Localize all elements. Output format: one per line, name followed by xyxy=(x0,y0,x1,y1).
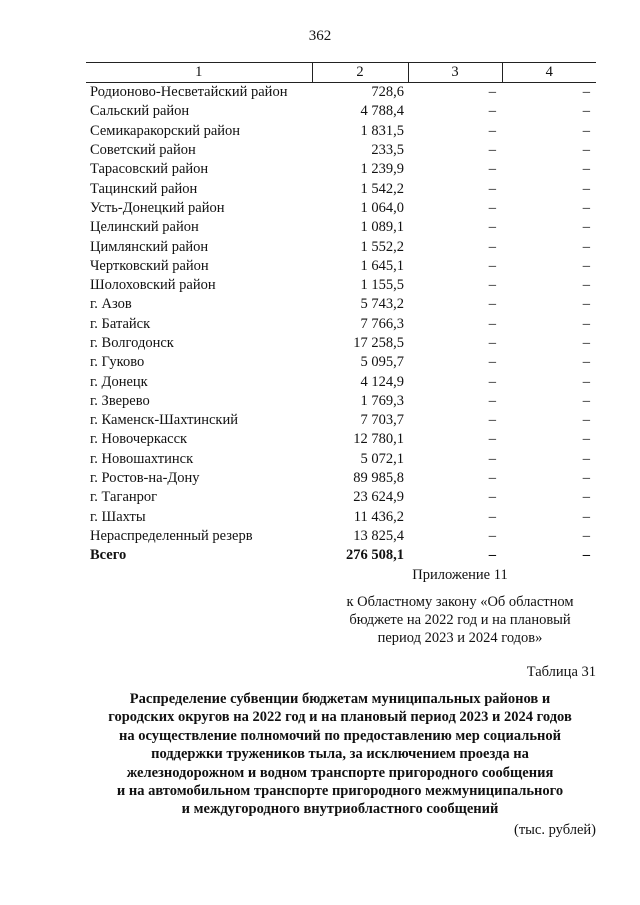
row-value: 276 508,1 xyxy=(346,547,404,564)
table-label: Таблица 31 xyxy=(526,664,596,680)
row-value: 13 825,4 xyxy=(353,527,404,544)
page-number: 362 xyxy=(308,28,332,44)
row-value: 11 436,2 xyxy=(353,508,404,525)
row-value: 4 124,9 xyxy=(360,373,404,390)
appendix-title: Приложение 11 xyxy=(412,567,508,583)
row-col4: – xyxy=(582,527,590,544)
row-col3: – xyxy=(488,354,496,371)
row-col3: – xyxy=(488,238,496,255)
row-col3: – xyxy=(488,277,496,294)
row-col3: – xyxy=(488,84,496,101)
row-col4: – xyxy=(582,122,590,139)
table-row xyxy=(86,488,596,507)
heading-line: поддержки тружеников тыла, за исключением проезда на xyxy=(151,746,529,763)
row-value: 23 624,9 xyxy=(353,489,404,506)
row-name: г. Таганрог xyxy=(90,489,158,506)
row-value: 1 064,0 xyxy=(360,199,404,216)
row-col4: – xyxy=(582,180,590,197)
row-value: 1 769,3 xyxy=(360,392,404,409)
table-row xyxy=(86,237,596,256)
appendix-reference-line: период 2023 и 2024 годов» xyxy=(377,630,543,646)
heading-line: на осуществление полномочий по предоставлению мер социальной xyxy=(119,727,561,744)
row-col3: – xyxy=(488,489,496,506)
column-header-1: 1 xyxy=(86,63,312,83)
row-col4: – xyxy=(582,277,590,294)
table-row xyxy=(86,160,596,179)
row-name: г. Волгодонск xyxy=(90,335,174,351)
row-col4: – xyxy=(582,103,590,120)
table-row xyxy=(86,315,596,334)
row-col3: – xyxy=(488,296,496,313)
row-value: 1 542,2 xyxy=(360,180,404,197)
table-row xyxy=(86,508,596,527)
column-header-4: 4 xyxy=(502,63,596,83)
row-value: 1 645,1 xyxy=(360,257,404,274)
row-col4: – xyxy=(582,84,590,101)
table-row xyxy=(86,411,596,430)
row-col4: – xyxy=(582,238,590,255)
row-value: 1 155,5 xyxy=(360,277,404,294)
table-row xyxy=(86,102,596,121)
heading-line: железнодорожном и водном транспорте пригородного сообщения xyxy=(126,764,554,781)
table-header-row xyxy=(86,63,596,83)
row-name: Советский район xyxy=(90,142,196,159)
row-value: 12 780,1 xyxy=(353,431,404,448)
row-name: г. Каменск-Шахтинский xyxy=(90,412,238,429)
row-name: г. Ростов-на-Дону xyxy=(90,470,200,487)
row-col3: – xyxy=(488,412,496,429)
row-col4: – xyxy=(582,547,590,564)
table-heading xyxy=(70,690,610,819)
row-value: 4 788,4 xyxy=(360,103,404,120)
row-col4: – xyxy=(582,373,590,390)
table-row xyxy=(86,179,596,198)
table-row xyxy=(86,141,596,160)
table-row xyxy=(86,353,596,372)
row-value: 7 703,7 xyxy=(360,412,404,429)
column-header-2: 2 xyxy=(312,63,408,83)
row-value: 5 072,1 xyxy=(360,450,404,467)
units-note: (тыс. рублей) xyxy=(514,822,596,838)
table-row xyxy=(86,450,596,469)
appendix-reference xyxy=(320,593,600,647)
row-name: г. Зверево xyxy=(90,392,150,409)
row-col4: – xyxy=(582,508,590,525)
row-col3: – xyxy=(488,122,496,139)
row-value: 728,6 xyxy=(371,84,404,101)
row-col3: – xyxy=(488,431,496,448)
row-name: г. Гуково xyxy=(90,354,145,371)
table-row xyxy=(86,392,596,411)
row-col3: – xyxy=(488,180,496,197)
row-name: Нераспределенный резерв xyxy=(90,527,253,544)
row-col4: – xyxy=(582,335,590,351)
row-col4: – xyxy=(582,161,590,178)
row-col3: – xyxy=(488,103,496,120)
row-value: 5 095,7 xyxy=(360,354,404,371)
row-col4: – xyxy=(582,489,590,506)
table-row xyxy=(86,199,596,218)
row-name: г. Батайск xyxy=(90,315,151,332)
heading-line: городских округов на 2022 год и на плановый период 2023 и 2024 годов xyxy=(108,709,572,726)
row-value: 1 089,1 xyxy=(360,219,404,236)
row-col3: – xyxy=(488,392,496,409)
row-value: 17 258,5 xyxy=(353,335,404,351)
row-value: 5 743,2 xyxy=(360,296,404,313)
appendix-reference-line: к Областному закону «Об областном xyxy=(346,594,574,610)
row-col3: – xyxy=(488,161,496,178)
row-col4: – xyxy=(582,450,590,467)
row-name: г. Новочеркасск xyxy=(90,431,188,448)
row-col4: – xyxy=(582,257,590,274)
row-name: Целинский район xyxy=(90,219,199,236)
row-name: г. Донецк xyxy=(90,373,148,390)
heading-line: и междугородного внутриобластного сообщений xyxy=(181,801,499,818)
row-col3: – xyxy=(488,199,496,216)
row-name: г. Шахты xyxy=(90,508,146,525)
row-name: г. Новошахтинск xyxy=(90,450,194,467)
row-col3: – xyxy=(488,508,496,525)
table-row xyxy=(86,218,596,237)
row-col3: – xyxy=(488,257,496,274)
heading-line: Распределение субвенции бюджетам муниципальных районов и xyxy=(129,691,551,707)
table-total-row xyxy=(86,546,596,565)
row-col4: – xyxy=(582,354,590,371)
subvention-table xyxy=(86,62,596,565)
table-row xyxy=(86,295,596,314)
table-row xyxy=(86,257,596,276)
row-col4: – xyxy=(582,296,590,313)
row-col3: – xyxy=(488,450,496,467)
row-value: 89 985,8 xyxy=(353,470,404,487)
table-row xyxy=(86,527,596,546)
row-col3: – xyxy=(488,470,496,487)
row-name: Тацинский район xyxy=(90,180,198,197)
row-col4: – xyxy=(582,431,590,448)
row-name: Шолоховский район xyxy=(90,277,216,294)
row-col4: – xyxy=(582,470,590,487)
table-row xyxy=(86,334,596,353)
table-row xyxy=(86,372,596,391)
row-col3: – xyxy=(488,547,496,564)
row-name: Усть-Донецкий район xyxy=(90,199,225,216)
row-col4: – xyxy=(582,392,590,409)
row-col4: – xyxy=(582,142,590,159)
row-name: Всего xyxy=(90,547,127,564)
row-col4: – xyxy=(582,199,590,216)
table-row xyxy=(86,83,596,103)
row-name: Чертковский район xyxy=(90,257,209,274)
row-col3: – xyxy=(488,527,496,544)
row-value: 1 552,2 xyxy=(360,238,404,255)
table-row xyxy=(86,276,596,295)
row-col3: – xyxy=(488,142,496,159)
row-value: 1 239,9 xyxy=(360,161,404,178)
row-name: г. Азов xyxy=(90,296,132,313)
row-value: 1 831,5 xyxy=(360,122,404,139)
row-value: 233,5 xyxy=(371,142,404,159)
row-value: 7 766,3 xyxy=(360,315,404,332)
row-col3: – xyxy=(488,373,496,390)
column-header-3: 3 xyxy=(408,63,502,83)
row-col4: – xyxy=(582,315,590,332)
table-body xyxy=(86,83,596,566)
row-col3: – xyxy=(488,315,496,332)
row-name: Родионово-Несветайский район xyxy=(90,84,288,101)
row-col3: – xyxy=(488,219,496,236)
row-col3: – xyxy=(488,335,496,351)
row-name: Цимлянский район xyxy=(90,238,209,255)
table-row xyxy=(86,469,596,488)
row-name: Тарасовский район xyxy=(90,161,209,178)
row-col4: – xyxy=(582,412,590,429)
heading-line: и на автомобильном транспорте пригородного межмуниципального xyxy=(116,783,564,800)
row-name: Сальский район xyxy=(90,103,190,120)
table-row xyxy=(86,430,596,449)
table-row xyxy=(86,122,596,141)
row-col4: – xyxy=(582,219,590,236)
appendix-reference-line: бюджете на 2022 год и на плановый xyxy=(349,612,571,628)
row-name: Семикаракорский район xyxy=(90,122,241,139)
